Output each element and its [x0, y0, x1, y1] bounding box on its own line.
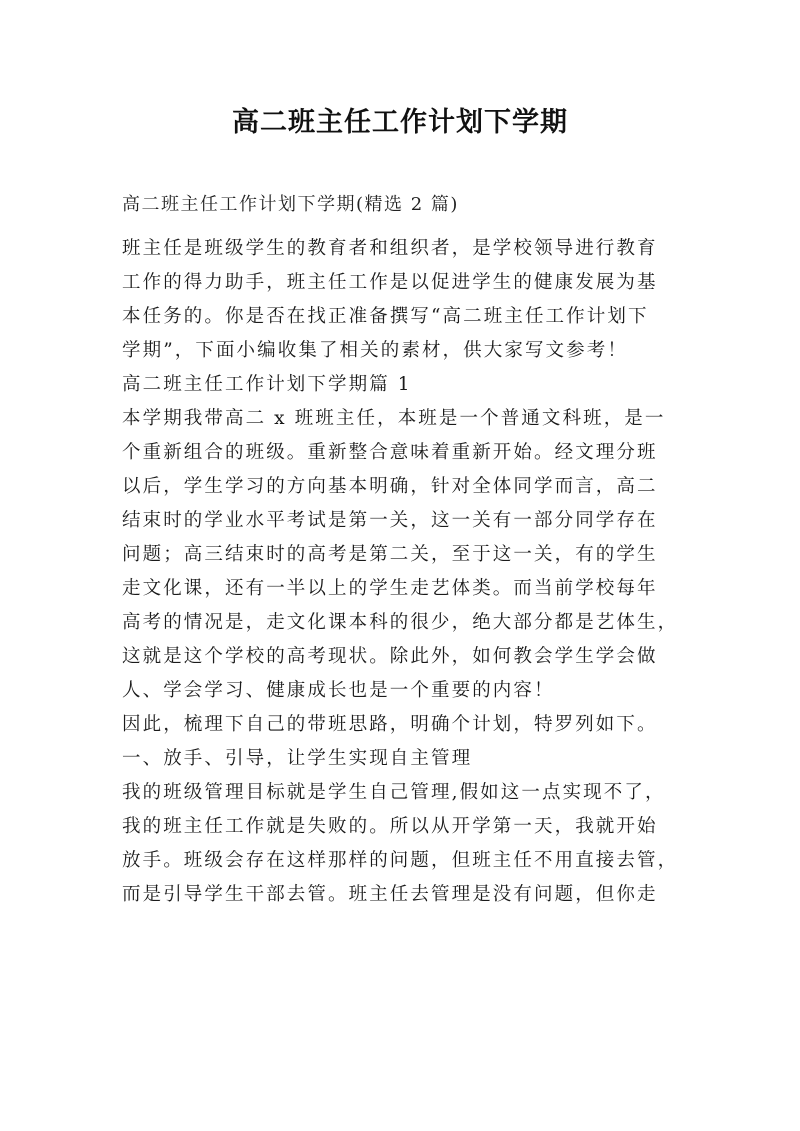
paragraph-line: 个重新组合的班级。重新整合意味着重新开始。经文理分班 [122, 442, 658, 463]
paragraph-line: 高考的情况是，走文化课本科的很少，绝大部分都是艺体生， [122, 612, 679, 633]
paragraph-line: 走文化课，还有一半以上的学生走艺体类。而当前学校每年 [122, 578, 658, 599]
paragraph-line: 放手。班级会存在这样那样的问题，但班主任不用直接去管， [122, 850, 679, 871]
document-subtitle: 高二班主任工作计划下学期(精选 2 篇) [122, 194, 459, 215]
document-body [122, 232, 692, 912]
section-heading: 高二班主任工作计划下学期篇 1 [122, 374, 412, 395]
paragraph-line: 我的班级管理目标就是学生自己管理,假如这一点实现不了， [122, 782, 666, 803]
paragraph-line: 班主任是班级学生的教育者和组织者，是学校领导进行教育 [122, 238, 658, 259]
paragraph-line: 学期”，下面小编收集了相关的素材，供大家写文参考！ [122, 340, 628, 361]
paragraph-line: 这就是这个学校的高考现状。除此外，如何教会学生学会做 [122, 646, 658, 667]
paragraph-line: 结束时的学业水平考试是第一关，这一关有一部分同学存在 [122, 510, 658, 531]
paragraph-line: 本学期我带高二 x 班班主任，本班是一个普通文科班，是一 [122, 408, 666, 429]
paragraph-line: 问题；高三结束时的高考是第二关，至于这一关，有的学生 [122, 544, 658, 565]
document-title: 高二班主任工作计划下学期 [232, 107, 568, 138]
paragraph-line: 本任务的。你是否在找正准备撰写“高二班主任工作计划下 [122, 306, 649, 327]
paragraph-line: 因此，梳理下自己的带班思路，明确个计划，特罗列如下。 [122, 714, 658, 735]
paragraph-line: 以后，学生学习的方向基本明确，针对全体同学而言，高二 [122, 476, 658, 497]
section-heading: 一、放手、引导，让学生实现自主管理 [122, 748, 473, 769]
paragraph-line: 工作的得力助手，班主任工作是以促进学生的健康发展为基 [122, 272, 658, 293]
paragraph-line: 而是引导学生干部去管。班主任去管理是没有问题，但你走 [122, 884, 658, 905]
paragraph-line: 人、学会学习、健康成长也是一个重要的内容！ [122, 680, 555, 701]
paragraph-line: 我的班主任工作就是失败的。所以从开学第一天，我就开始 [122, 816, 658, 837]
